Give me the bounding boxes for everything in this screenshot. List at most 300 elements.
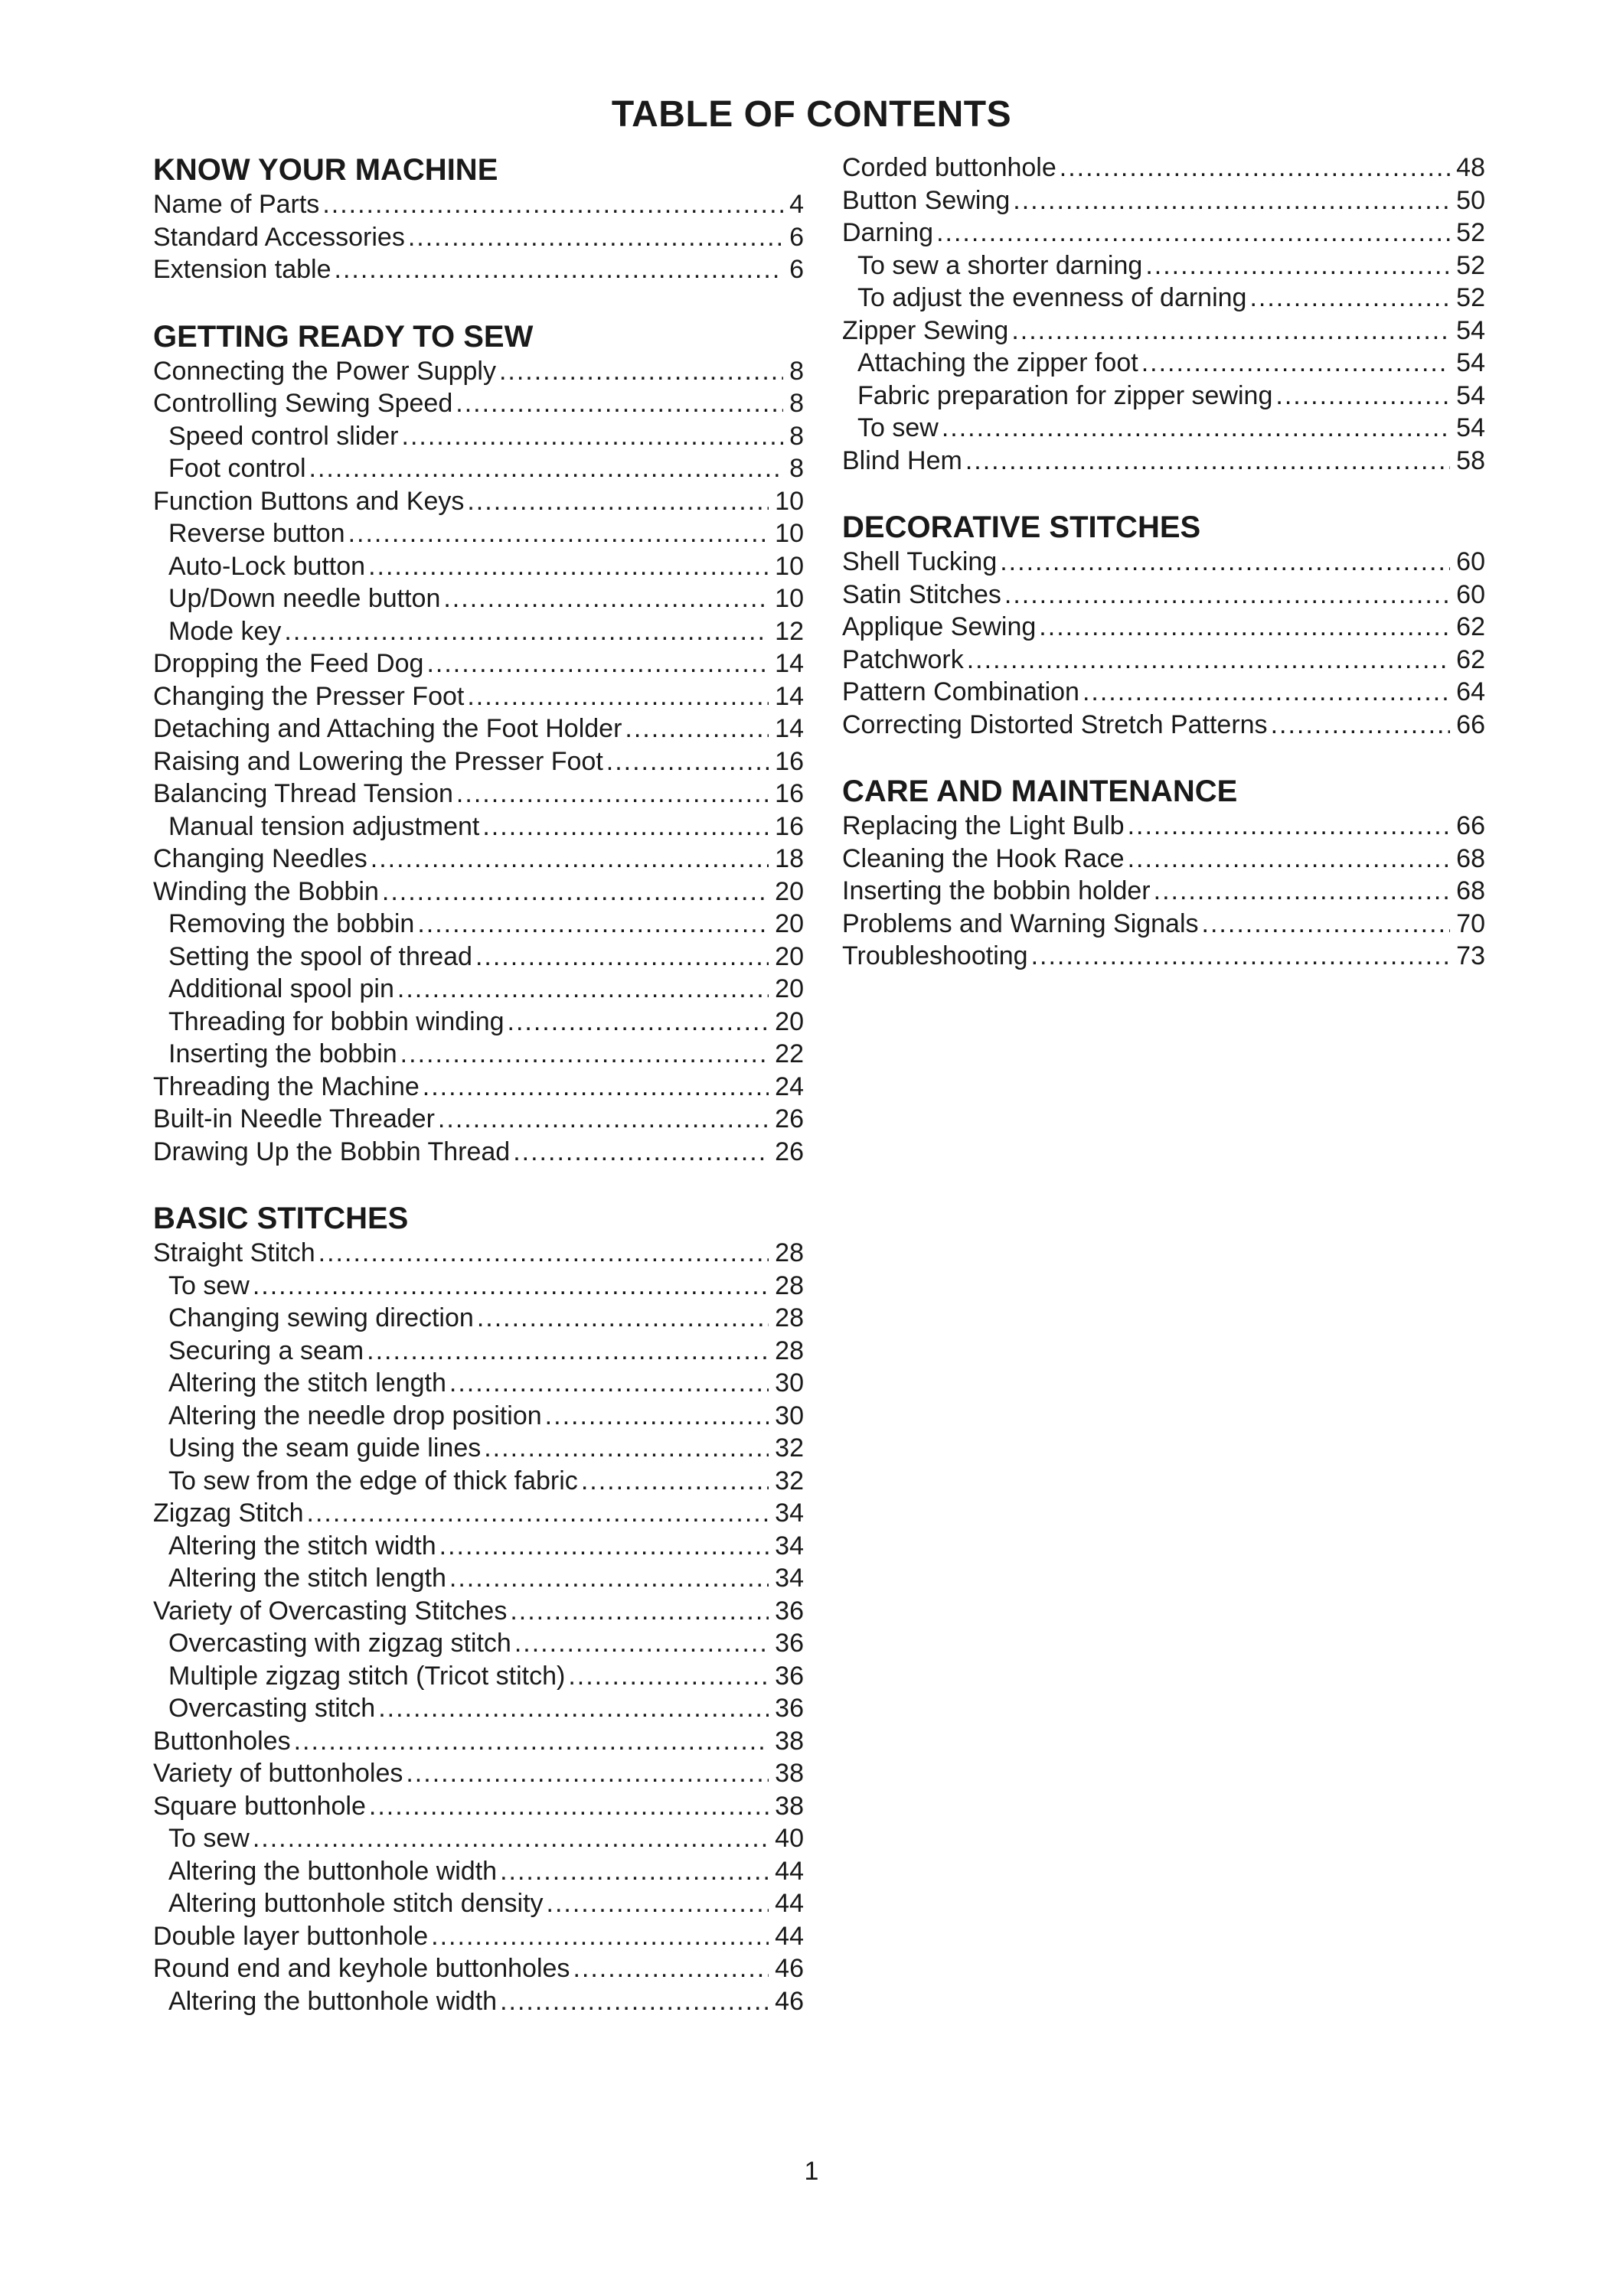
dot-leader <box>500 1855 769 1888</box>
toc-entry <box>153 517 804 550</box>
toc-entry <box>153 188 804 221</box>
toc-entry-label: Blind Hem <box>842 445 962 475</box>
toc-entry-label: Replacing the Light Bulb <box>842 811 1125 840</box>
dot-leader <box>1154 875 1451 908</box>
dot-leader <box>378 1692 769 1725</box>
toc-entry-label: Manual tension adjustment <box>168 811 480 841</box>
toc-entry-page: 44 <box>775 1921 804 1951</box>
dot-leader <box>309 452 784 485</box>
toc-entry-page: 20 <box>775 974 804 1003</box>
toc-entry-page: 32 <box>775 1433 804 1463</box>
toc-entry <box>153 1952 804 1985</box>
page-title: TABLE OF CONTENTS <box>611 94 1012 135</box>
toc-entry <box>153 1822 804 1855</box>
toc-entry-page: 44 <box>775 1856 804 1886</box>
toc-entry-page: 26 <box>775 1104 804 1133</box>
dot-leader <box>322 188 783 221</box>
dot-leader <box>484 1432 769 1465</box>
toc-entry-page: 16 <box>775 811 804 841</box>
toc-entry <box>153 1985 804 2018</box>
toc-entry-label: Variety of buttonholes <box>153 1759 403 1788</box>
toc-entry-page: 54 <box>1456 348 1485 377</box>
dot-leader <box>307 1497 769 1530</box>
toc-entry-label: Overcasting with zigzag stitch <box>168 1629 511 1658</box>
toc-entry <box>153 253 804 286</box>
toc-entry <box>153 1595 804 1628</box>
toc-entry-label: Altering the needle drop position <box>168 1401 542 1430</box>
toc-entry-label: Mode key <box>168 616 282 646</box>
toc-entry-label: Setting the spool of thread <box>168 941 472 971</box>
dot-leader <box>936 217 1450 249</box>
toc-entry-label: Using the seam guide lines <box>168 1433 482 1463</box>
dot-leader <box>449 1562 769 1595</box>
dot-leader <box>568 1660 769 1693</box>
dot-leader <box>510 1595 769 1628</box>
toc-entry <box>842 184 1485 217</box>
toc-entry <box>842 908 1485 941</box>
dot-leader <box>438 1103 769 1136</box>
toc-entry-page: 38 <box>775 1759 804 1788</box>
toc-entry-page: 32 <box>775 1466 804 1495</box>
toc-entry-label: Buttonholes <box>153 1726 291 1756</box>
toc-entry-label: Securing a seam <box>168 1336 364 1365</box>
dot-leader <box>1271 709 1451 742</box>
toc-entry <box>842 810 1485 843</box>
toc-column-right <box>842 152 1485 973</box>
toc-entry-page: 44 <box>775 1889 804 1918</box>
toc-entry-page: 60 <box>1456 579 1485 609</box>
toc-entry-label: Patchwork <box>842 644 964 674</box>
toc-entry-label: Changing sewing direction <box>168 1303 474 1332</box>
toc-entry-page: 28 <box>775 1336 804 1365</box>
toc-entry-label: To sew a shorter darning <box>857 250 1143 280</box>
dot-leader <box>426 647 769 680</box>
toc-entry-page: 66 <box>1456 709 1485 739</box>
toc-entry-page: 28 <box>775 1303 804 1332</box>
toc-column-left <box>153 152 804 2017</box>
toc-entry-page: 20 <box>775 876 804 906</box>
toc-entry <box>842 412 1485 445</box>
toc-entry-page: 14 <box>775 649 804 678</box>
dot-leader <box>581 1465 769 1498</box>
toc-entry-label: Applique Sewing <box>842 612 1037 641</box>
dot-leader <box>1039 611 1450 644</box>
toc-entry-label: Connecting the Power Supply <box>153 356 496 386</box>
toc-entry-label: Correcting Distorted Stretch Patterns <box>842 709 1268 739</box>
toc-entry-page: 54 <box>1456 315 1485 345</box>
dot-leader <box>482 810 769 843</box>
toc-entry-page: 20 <box>775 909 804 938</box>
dot-leader <box>406 1757 769 1790</box>
toc-entry <box>842 152 1485 184</box>
toc-entry-page: 52 <box>1456 218 1485 247</box>
toc-entry-label: Attaching the zipper foot <box>857 348 1138 377</box>
toc-entry-label: Balancing Thread Tension <box>153 779 453 808</box>
section-spacer <box>842 741 1485 773</box>
toc-entry-page: 14 <box>775 681 804 711</box>
toc-entry-label: Threading for bobbin winding <box>168 1006 505 1036</box>
toc-entry-label: Winding the Bobbin <box>153 876 379 906</box>
toc-entry <box>153 1562 804 1595</box>
dot-leader <box>449 1367 769 1400</box>
dot-leader <box>942 412 1450 445</box>
dot-leader <box>1060 152 1450 184</box>
toc-entry <box>153 221 804 254</box>
toc-entry-label: Multiple zigzag stitch (Tricot stitch) <box>168 1661 566 1691</box>
toc-entry <box>153 452 804 485</box>
section-title-getting-ready-to-sew: GETTING READY TO SEW <box>153 319 534 354</box>
toc-entry-page: 34 <box>775 1531 804 1561</box>
toc-entry-label: Pattern Combination <box>842 677 1079 706</box>
toc-entry <box>153 550 804 583</box>
dot-leader <box>423 1071 769 1104</box>
toc-entry-page: 16 <box>775 779 804 808</box>
toc-entry-page: 64 <box>1456 677 1485 706</box>
dot-leader <box>1141 347 1450 380</box>
dot-leader <box>1275 380 1450 413</box>
dot-leader <box>253 1270 769 1303</box>
page-number: 1 <box>804 2157 819 2186</box>
toc-entry-page: 10 <box>775 551 804 581</box>
toc-entry-label: Altering buttonhole stitch density <box>168 1889 544 1918</box>
dot-leader <box>545 1400 769 1433</box>
toc-entry-page: 28 <box>775 1238 804 1267</box>
toc-entry <box>153 680 804 713</box>
toc-entry-page: 24 <box>775 1071 804 1101</box>
toc-entry <box>153 615 804 648</box>
toc-entry-page: 10 <box>775 486 804 516</box>
toc-entry-label: To sew from the edge of thick fabric <box>168 1466 578 1495</box>
toc-entry-page: 8 <box>789 421 804 451</box>
toc-entry-page: 58 <box>1456 445 1485 475</box>
toc-entry-page: 73 <box>1456 941 1485 970</box>
toc-entry <box>842 347 1485 380</box>
dot-leader <box>1031 940 1451 973</box>
toc-entry-label: Built-in Needle Threader <box>153 1104 435 1133</box>
dot-leader <box>1128 843 1451 876</box>
toc-entry <box>842 315 1485 347</box>
toc-entry-label: Reverse button <box>168 519 345 548</box>
toc-entry-page: 6 <box>789 255 804 284</box>
toc-entry-page: 66 <box>1456 811 1485 840</box>
toc-entry-list <box>842 152 1485 477</box>
dot-leader <box>606 745 769 778</box>
toc-entry-label: Function Buttons and Keys <box>153 486 465 516</box>
dot-leader <box>573 1952 769 1985</box>
toc-entry-page: 54 <box>1456 380 1485 410</box>
toc-entry-label: Cleaning the Hook Race <box>842 843 1125 873</box>
toc-entry-list <box>842 810 1485 973</box>
section-spacer <box>842 477 1485 509</box>
dot-leader <box>382 876 769 908</box>
dot-leader <box>1013 184 1450 217</box>
toc-entry-page: 8 <box>789 389 804 418</box>
toc-entry-label: Changing the Presser Foot <box>153 681 465 711</box>
toc-entry-page: 38 <box>775 1726 804 1756</box>
toc-entry-page: 10 <box>775 519 804 548</box>
toc-entry-label: Speed control slider <box>168 421 399 451</box>
toc-entry-label: To sew <box>857 413 939 442</box>
toc-entry-page: 36 <box>775 1694 804 1723</box>
toc-entry <box>153 1627 804 1660</box>
dot-leader <box>1128 810 1451 843</box>
dot-leader <box>335 253 784 286</box>
toc-entry-label: Altering the stitch length <box>168 1564 446 1593</box>
toc-entry <box>842 940 1485 973</box>
dot-leader <box>284 615 769 648</box>
toc-entry <box>153 1920 804 1953</box>
toc-entry-label: Corded buttonhole <box>842 153 1056 182</box>
toc-entry <box>153 420 804 453</box>
toc-entry-page: 46 <box>775 1986 804 2016</box>
section-title-care-and-maintenance: CARE AND MAINTENANCE <box>842 775 1238 808</box>
toc-entry <box>153 941 804 974</box>
dot-leader <box>467 485 769 518</box>
dot-leader <box>318 1237 769 1270</box>
dot-leader <box>547 1887 769 1920</box>
dot-leader <box>1083 676 1450 709</box>
toc-entry-label: Altering the stitch width <box>168 1531 436 1561</box>
toc-entry-page: 26 <box>775 1137 804 1166</box>
toc-entry-label: Altering the stitch length <box>168 1368 446 1397</box>
toc-entry <box>153 1757 804 1790</box>
dot-leader <box>1202 908 1451 941</box>
section-spacer <box>153 1168 804 1200</box>
dot-leader <box>443 582 769 615</box>
dot-leader <box>967 644 1450 677</box>
toc-entry-label: To sew <box>168 1270 250 1300</box>
toc-entry-page: 50 <box>1456 185 1485 215</box>
toc-entry <box>842 709 1485 742</box>
toc-entry-label: Detaching and Attaching the Foot Holder <box>153 714 622 743</box>
toc-entry <box>153 485 804 518</box>
toc-entry <box>153 1530 804 1563</box>
dot-leader <box>397 973 769 1006</box>
toc-entry <box>842 445 1485 478</box>
dot-leader <box>1145 249 1450 282</box>
toc-entry-label: Square buttonhole <box>153 1791 366 1821</box>
toc-entry <box>842 380 1485 413</box>
toc-entry <box>842 644 1485 677</box>
toc-entry <box>153 1660 804 1693</box>
toc-entry <box>842 282 1485 315</box>
dot-leader <box>367 1335 769 1368</box>
toc-entry-page: 8 <box>789 356 804 386</box>
toc-entry <box>842 843 1485 876</box>
toc-entry-label: Darning <box>842 218 934 247</box>
toc-entry-page: 46 <box>775 1954 804 1983</box>
toc-entry-label: Changing Needles <box>153 844 367 873</box>
toc-entry-page: 40 <box>775 1824 804 1853</box>
dot-leader <box>348 517 769 550</box>
toc-entry <box>153 355 804 388</box>
toc-entry-page: 30 <box>775 1401 804 1430</box>
toc-entry-label: Auto-Lock button <box>168 551 366 581</box>
dot-leader <box>1000 546 1450 579</box>
toc-entry-page: 38 <box>775 1791 804 1821</box>
toc-entry-page: 54 <box>1456 413 1485 442</box>
toc-entry <box>153 1367 804 1400</box>
toc-entry <box>153 745 804 778</box>
toc-entry-list <box>153 1237 804 2017</box>
toc-entry <box>842 249 1485 282</box>
toc-entry <box>153 1432 804 1465</box>
dot-leader <box>456 778 769 810</box>
toc-entry <box>153 1237 804 1270</box>
toc-entry-page: 52 <box>1456 283 1485 312</box>
toc-entry <box>153 1465 804 1498</box>
toc-entry-page: 34 <box>775 1564 804 1593</box>
toc-entry-page: 20 <box>775 941 804 971</box>
toc-entry-label: Foot control <box>168 454 306 483</box>
toc-entry-label: Shell Tucking <box>842 547 998 576</box>
toc-entry-page: 10 <box>775 584 804 613</box>
toc-entry-page: 36 <box>775 1596 804 1626</box>
toc-entry-label: Fabric preparation for zipper sewing <box>857 380 1273 410</box>
toc-entry <box>842 579 1485 612</box>
dot-leader <box>408 221 783 254</box>
section-title-basic-stitches: BASIC STITCHES <box>153 1202 409 1235</box>
toc-entry-page: 68 <box>1456 876 1485 905</box>
toc-entry-label: Threading the Machine <box>153 1071 420 1101</box>
toc-entry-label: Additional spool pin <box>168 974 394 1003</box>
toc-entry <box>153 810 804 843</box>
toc-entry-label: Controlling Sewing Speed <box>153 389 453 418</box>
toc-entry-label: Round end and keyhole buttonholes <box>153 1954 570 1983</box>
toc-entry <box>153 387 804 420</box>
toc-entry <box>842 217 1485 249</box>
toc-entry-page: 30 <box>775 1368 804 1397</box>
toc-entry <box>153 1725 804 1758</box>
toc-entry-list <box>153 355 804 1169</box>
toc-entry-page: 4 <box>789 190 804 219</box>
toc-entry <box>153 1136 804 1169</box>
dot-leader <box>439 1530 769 1563</box>
dot-leader <box>508 1006 769 1039</box>
toc-entry-page: 20 <box>775 1006 804 1036</box>
dot-leader <box>431 1920 769 1953</box>
dot-leader <box>1249 282 1450 315</box>
toc-entry-page: 8 <box>789 454 804 483</box>
toc-entry-page: 36 <box>775 1661 804 1691</box>
toc-entry <box>153 713 804 745</box>
toc-entry-page: 6 <box>789 222 804 252</box>
toc-entry-label: Raising and Lowering the Presser Foot <box>153 746 603 776</box>
toc-entry-label: To sew <box>168 1824 250 1853</box>
dot-leader <box>477 1302 769 1335</box>
toc-entry-label: Zipper Sewing <box>842 315 1009 345</box>
toc-entry <box>153 843 804 876</box>
toc-entry-page: 16 <box>775 746 804 776</box>
toc-entry-label: Standard Accessories <box>153 222 405 252</box>
toc-entry <box>153 973 804 1006</box>
toc-entry <box>153 1790 804 1823</box>
dot-leader <box>253 1822 769 1855</box>
toc-entry-label: Altering the buttonhole width <box>168 1856 498 1886</box>
toc-entry-label: Removing the bobbin <box>168 909 415 938</box>
toc-entry-label: Zigzag Stitch <box>153 1499 304 1528</box>
dot-leader <box>368 550 769 583</box>
toc-entry-list <box>153 188 804 286</box>
toc-entry-label: Variety of Overcasting Stitches <box>153 1596 508 1626</box>
toc-entry-label: Straight Stitch <box>153 1238 315 1267</box>
toc-entry <box>153 1006 804 1039</box>
toc-entry <box>153 778 804 810</box>
dot-leader <box>371 843 769 876</box>
toc-entry <box>842 546 1485 579</box>
toc-entry-page: 12 <box>775 616 804 646</box>
toc-entry-label: Dropping the Feed Dog <box>153 649 424 678</box>
toc-entry-label: Button Sewing <box>842 185 1011 215</box>
toc-entry-label: Double layer buttonhole <box>153 1921 429 1951</box>
toc-entry <box>153 1302 804 1335</box>
dot-leader <box>625 713 769 745</box>
dot-leader <box>514 1627 769 1660</box>
dot-leader <box>1004 579 1450 612</box>
section-title-decorative-stitches: DECORATIVE STITCHES <box>842 510 1201 544</box>
toc-entry-page: 60 <box>1456 547 1485 576</box>
toc-entry-label: Drawing Up the Bobbin Thread <box>153 1137 511 1166</box>
toc-entry <box>153 647 804 680</box>
dot-leader <box>369 1790 769 1823</box>
toc-entry-label: Name of Parts <box>153 190 320 219</box>
toc-entry <box>153 1071 804 1104</box>
toc-entry-page: 62 <box>1456 644 1485 674</box>
toc-entry-label: Satin Stitches <box>842 579 1001 609</box>
toc-entry <box>153 1855 804 1888</box>
dot-leader <box>400 1038 769 1071</box>
dot-leader <box>500 1985 769 2018</box>
toc-entry-page: 36 <box>775 1629 804 1658</box>
toc-entry <box>842 875 1485 908</box>
toc-entry-label: Up/Down needle button <box>168 584 441 613</box>
dot-leader <box>467 680 769 713</box>
toc-entry-page: 18 <box>775 844 804 873</box>
toc-entry-label: Inserting the bobbin holder <box>842 876 1151 905</box>
toc-entry-list <box>842 546 1485 741</box>
toc-entry <box>153 1270 804 1303</box>
toc-entry-page: 28 <box>775 1270 804 1300</box>
toc-entry <box>842 676 1485 709</box>
toc-entry-label: Altering the buttonhole width <box>168 1986 498 2016</box>
toc-entry-page: 62 <box>1456 612 1485 641</box>
toc-entry <box>153 908 804 941</box>
toc-entry <box>153 582 804 615</box>
dot-leader <box>965 445 1450 478</box>
toc-entry <box>153 1103 804 1136</box>
toc-entry-label: Problems and Warning Signals <box>842 908 1199 938</box>
dot-leader <box>456 387 783 420</box>
toc-entry <box>153 876 804 908</box>
dot-leader <box>1011 315 1450 347</box>
section-spacer <box>153 286 804 318</box>
toc-entry-page: 14 <box>775 714 804 743</box>
toc-entry <box>153 1038 804 1071</box>
toc-entry <box>153 1400 804 1433</box>
section-title-know-your-machine: KNOW YOUR MACHINE <box>153 153 498 187</box>
toc-entry <box>153 1887 804 1920</box>
dot-leader <box>499 355 783 388</box>
toc-entry-page: 22 <box>775 1039 804 1068</box>
toc-entry-label: Inserting the bobbin <box>168 1039 397 1068</box>
toc-entry <box>153 1497 804 1530</box>
dot-leader <box>402 420 784 453</box>
toc-entry-page: 48 <box>1456 153 1485 182</box>
toc-entry <box>153 1692 804 1725</box>
toc-entry-page: 52 <box>1456 250 1485 280</box>
toc-entry-label: Troubleshooting <box>842 941 1028 970</box>
dot-leader <box>513 1136 769 1169</box>
